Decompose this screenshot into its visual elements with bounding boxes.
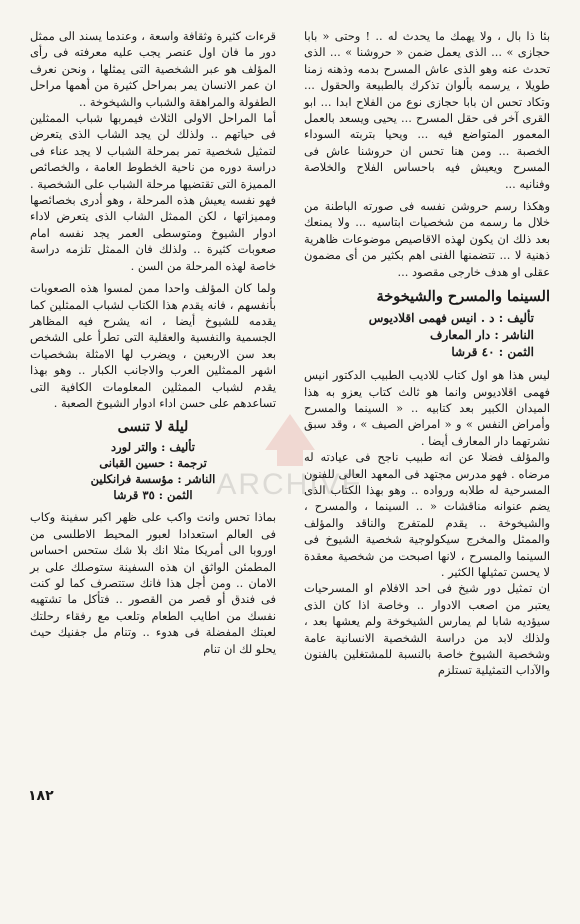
page-number: ١٨٢ xyxy=(28,788,54,804)
review-price: الثمن : ٤٠ قرشا xyxy=(451,345,534,360)
book-author: تأليف : والتر لورد xyxy=(110,440,196,455)
body-paragraph: والمؤلف فضلا عن انه طبيب ناجح فى عيادته له مرضاه . فهو مدرس مجتهد فى المعهد العالى للفنون المسرحية له طلابه ورواده .. وهو بهذا الكتاب الذى يضم عنوانه مناقشات « .. السينما ، والمسرح ، والشيخوخة .. يقدم للمتفرج والناقد والمؤلف والممثل والمخرج سيكولوجية شخصية الشيوخ فى السينما والمسرح ، لانها اصبحت من شخصية معقدة لا يحسن تمثيلها الكثير . xyxy=(304,450,550,579)
body-paragraph: قرءات كثيرة وثقافة واسعة ، وعندما يسند الى ممثل دور ما فان اول عنصر يجب عليه معرفته فى رأى المؤلف هو عبر الشخصية التى يمثلها ، ونحن نعرف ان عمر الانسان يمر بمراحل كثيرة من أهمها مراحل الطفولة والمراهقة والشباب والشيخوخة .. xyxy=(30,29,276,109)
review-author: تأليف : د . انيس فهمى اقلاديوس xyxy=(368,311,534,326)
review-heading: السينما والمسرح والشيخوخة xyxy=(376,288,550,306)
body-paragraph: بماذا تحس وانت واكب على ظهر اكبر سفينة وكاب فى العالم استعدادا لعبور المحيط الاطلسى من اوروبا الى أمريكا مثلا انك بلا شك ستحس احساس المطمئن الواثق ان هذه السفينة ستوصلك على بر الامان .. ومن أجل هذا فانك ستتصرف كما لو كنت فى فندق أو قصر من القصور .. فتأكل ما تشتهيه نفسك من اطايب الطعام وتلعب مع رفقاء رحلتك لعبتك المفضلة فى هدوء .. وتنام مل جفنيك حيث يحلو لك ان تنام xyxy=(30,510,276,656)
book-title: ليلة لا تنسى xyxy=(117,419,189,436)
book-publisher: الناشر : مؤسسة فرانكلين xyxy=(90,472,216,487)
body-paragraph: أما المراحل الاولى الثلاث فيمربها شباب الممثلين فى حياتهم .. ولذلك لن يجد الشاب الذى يتعرض لتمثيل شخصية تمر بمرحلة الشباب لا يجد عناء فى دراسة دوره من ناحية الخطوط العامة ، والخصائص المميزة التى تقتضيها مرحلة الشباب على الشخصية . فهو نفسه يعيش هذه المرحلة ، وهو أدرى بخصائصها ومميزاتها ، لكن الممثل الشاب الذى يتعرض لاداء ادوار الشيوخ ومتوسطى العمر يجد نفسه امام صعوبات كثيرة .. ولذلك فان الممثل تلزمه دراسة خاصة لهذه المرحلة من السن . xyxy=(30,111,276,273)
body-paragraph: ان تمثيل دور شيخ فى احد الافلام او المسرحيات يعتبر من اصعب الادوار .. وخاصة اذا كان الذى سيؤديه شابا لم يمارس الشيخوخة ولم يعشها بعد ، ولذلك لابد من دراسة الشخصية الانسانية عامة وشخصية الشيوخ خاصة بالنسبة للمشتغلين بالفنون والآداب التمثيلية تستلزم xyxy=(304,581,550,678)
review-publisher: الناشر : دار المعارف xyxy=(430,328,534,343)
right-column xyxy=(304,28,550,679)
book-price: الثمن : ٣٥ قرشا xyxy=(113,488,193,503)
body-paragraph: وهكذا رسم حروشن نفسه فى صورته الباطنة من خلال ما رسمه من شخصيات ابتاسيه ... ولا يمنعك بعد ذلك ان يكون لهذه الاقاصيص موضوعات ظاهرية ذهنية لا ... تتضمنها الفنى اهم بكثير من أى مضمون عقلى او هدف خارجى مقصود ... xyxy=(304,199,550,279)
book-translator: ترجمة : حسين القبانى xyxy=(99,456,207,471)
body-paragraph: بئا ذا بال ، ولا يهمك ما يحدث له .. ! وحتى « بابا حجازى » ... الذى يعمل ضمن « حروشنا » ... الذى تحدث عنه وهو الذى عاش المسرح بدمه وذهنه زمنا طويلا ، يرسمه بألوان تذكرك بالطبيعة والحقول ... وتكاد تحس ان بابا حجازى نوع من الفلاح ابدا ... ابو القرى آخر فى حقل المسرح ... يحيى ويسعد بالعمل المعمور المتواضع فيه ... ويحيا بتربته السوداء الخصبة ... ومن هنا تحس ان حروشنا عاش فى المسرح ويعيش فيه باحساس الفلاح والخلاصة وفنانيه ... xyxy=(304,29,550,191)
left-column xyxy=(30,28,276,657)
body-paragraph: ولما كان المؤلف واحدا ممن لمسوا هذه الصعوبات بأنفسهم ، فانه يقدم هذا الكتاب لشباب الممثلين كما يقدمه للشيوخ أيضا ، انه يشرح فيه المظاهر الجسمية والنفسية والعقلية التى تطرأ على الشخص بعد سن الاربعين ، ويضرب لها الامثلة بشخصيات اشهر الممثلين العرب والاجانب الكبار .. وهو بهذا يقدم لشباب الممثلين المعلومات الكافية التى تساعدهم على حسن اداء ادوار الشيوخ الصعبة . xyxy=(30,281,276,410)
watermark-text: ARCHIVE xyxy=(216,468,364,501)
magazine-page xyxy=(30,28,550,908)
body-paragraph: ليس هذا هو اول كتاب للاديب الطبيب الدكتور انيس فهمى اقلاديوس وانما هو ثالث كتاب يعزو به هذا الميدان الكبير بعد كتابيه .. « السينما والمسرح وأمراض النفس » و « امراض الصيف » ، وقد سبق نشرتهما دار المعارف أيضا . xyxy=(304,368,550,448)
